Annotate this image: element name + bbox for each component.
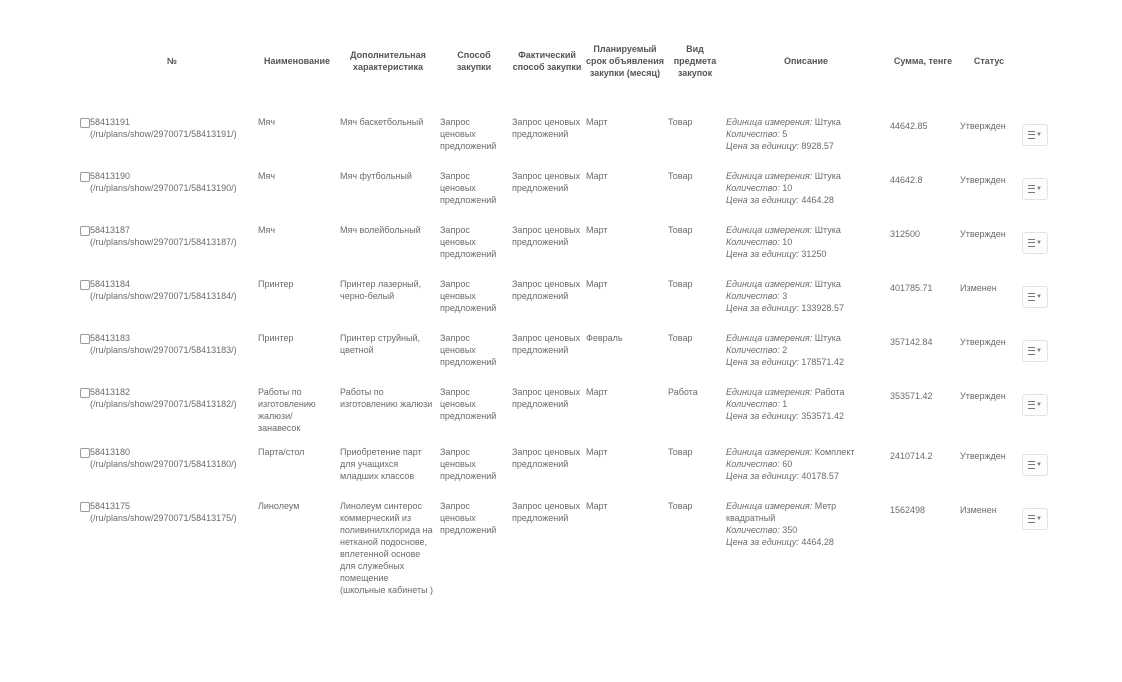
row-fact-method: Запрос ценовых предложений: [512, 279, 581, 301]
row-actions-cell: [1020, 378, 1060, 438]
row-term: Март: [586, 387, 608, 397]
row-term: Март: [586, 225, 608, 235]
row-number-cell: [88, 270, 256, 324]
desc-price: [726, 194, 886, 206]
caret-down-icon: ▼: [1036, 348, 1042, 354]
desc-price: [726, 248, 886, 260]
row-type: Товар: [668, 171, 693, 181]
caret-down-icon: ▼: [1036, 186, 1042, 192]
row-sum: 1562498: [890, 505, 926, 515]
desc-qty-label: Количество:: [726, 345, 780, 355]
row-id-link[interactable]: 58413175: [90, 501, 131, 511]
desc-price-label: Цена за единицу:: [726, 303, 799, 313]
row-actions-dropdown[interactable]: [1022, 124, 1048, 146]
desc-unit-label: Единица измерения:: [726, 279, 813, 289]
caret-down-icon: ▼: [1036, 462, 1042, 468]
row-type: Товар: [668, 501, 693, 511]
desc-unit-value: Комплект: [814, 447, 855, 457]
desc-unit-value: Штука: [814, 333, 841, 343]
desc-unit-value: Штука: [814, 171, 841, 181]
row-fact-method: Запрос ценовых предложений: [512, 333, 581, 355]
row-name: Линолеум: [258, 501, 300, 511]
desc-unit: [726, 278, 886, 290]
table-row: [70, 378, 1060, 438]
desc-price-value: 178571.42: [801, 357, 844, 367]
row-description: [724, 438, 888, 492]
desc-unit-label: Единица измерения:: [726, 447, 813, 457]
header-extra: Дополнительная характеристика: [350, 50, 426, 72]
desc-price: [726, 356, 886, 368]
desc-unit-label: Единица измерения:: [726, 387, 813, 397]
row-name: Принтер: [258, 333, 294, 343]
row-checkbox[interactable]: [80, 388, 90, 398]
desc-price-value: 133928.57: [801, 303, 844, 313]
row-name: Мяч: [258, 171, 276, 181]
row-url[interactable]: (/ru/plans/show/2970071/58413191/): [90, 129, 237, 139]
row-number-cell: [88, 324, 256, 378]
header-type: Вид предмета закупок: [673, 44, 717, 78]
row-description: [724, 270, 888, 324]
row-url[interactable]: (/ru/plans/show/2970071/58413183/): [90, 345, 237, 355]
row-method: Запрос ценовых предложений: [440, 333, 497, 367]
row-term: Март: [586, 501, 608, 511]
row-url[interactable]: (/ru/plans/show/2970071/58413190/): [90, 183, 237, 193]
desc-qty-value: 10: [782, 183, 793, 193]
row-actions-dropdown[interactable]: [1022, 178, 1048, 200]
desc-unit: [726, 116, 886, 128]
desc-unit: [726, 446, 886, 458]
desc-price-label: Цена за единицу:: [726, 357, 799, 367]
row-actions-cell: [1020, 216, 1060, 270]
desc-qty-value: 60: [782, 459, 793, 469]
header-fact-method: Фактический способ закупки: [512, 50, 582, 72]
desc-qty: [726, 182, 886, 194]
desc-unit: [726, 224, 886, 236]
row-type: Товар: [668, 117, 693, 127]
row-status: Утвержден: [960, 391, 1006, 401]
row-checkbox-cell: [70, 108, 88, 162]
procurement-plan-table: [70, 24, 1060, 652]
row-checkbox-cell: [70, 438, 88, 492]
header-description: Описание: [783, 56, 829, 66]
row-actions-cell: [1020, 492, 1060, 652]
row-actions-dropdown[interactable]: [1022, 454, 1048, 476]
desc-price-value: 40178.57: [801, 471, 839, 481]
row-extra: Приобретение парт для учащихся младших классов: [340, 447, 422, 481]
row-sum: 353571.42: [890, 391, 933, 401]
row-checkbox-cell: [70, 216, 88, 270]
row-description: [724, 216, 888, 270]
row-id-link[interactable]: 58413184: [90, 279, 131, 289]
table-row: [70, 492, 1060, 652]
row-method: Запрос ценовых предложений: [440, 387, 497, 421]
row-term: Март: [586, 447, 608, 457]
row-number-cell: [88, 438, 256, 492]
desc-price: [726, 302, 886, 314]
row-status: Изменен: [960, 283, 997, 293]
row-status: Утвержден: [960, 451, 1006, 461]
desc-qty: [726, 236, 886, 248]
row-description: [724, 162, 888, 216]
desc-qty: [726, 458, 886, 470]
row-extra: Принтер струйный, цветной: [340, 333, 421, 355]
row-extra: Мяч футбольный: [340, 171, 412, 181]
header-number: №: [166, 56, 178, 66]
row-status: Утвержден: [960, 121, 1006, 131]
row-checkbox-cell: [70, 270, 88, 324]
row-fact-method: Запрос ценовых предложений: [512, 387, 581, 409]
desc-unit: [726, 386, 886, 398]
row-id-link[interactable]: 58413183: [90, 333, 131, 343]
desc-price-label: Цена за единицу:: [726, 195, 799, 205]
desc-qty-value: 3: [782, 291, 788, 301]
desc-price: [726, 470, 886, 482]
desc-qty-value: 5: [782, 129, 788, 139]
desc-unit-label: Единица измерения:: [726, 117, 813, 127]
row-actions-dropdown[interactable]: [1022, 394, 1048, 416]
row-type: Товар: [668, 225, 693, 235]
row-sum: 312500: [890, 229, 921, 239]
row-term: Февраль: [586, 333, 623, 343]
row-checkbox-cell: [70, 378, 88, 438]
row-name: Мяч: [258, 117, 276, 127]
desc-qty-value: 10: [782, 237, 793, 247]
row-actions-cell: [1020, 438, 1060, 492]
desc-unit-value: Работа: [814, 387, 845, 397]
row-sum: 44642.85: [890, 121, 928, 131]
row-actions-dropdown[interactable]: [1022, 232, 1048, 254]
row-number-cell: [88, 162, 256, 216]
desc-price-label: Цена за единицу:: [726, 141, 799, 151]
row-name: Мяч: [258, 225, 276, 235]
row-term: Март: [586, 279, 608, 289]
table-row: [70, 216, 1060, 270]
row-id-link[interactable]: 58413182: [90, 387, 131, 397]
row-method: Запрос ценовых предложений: [440, 447, 497, 481]
menu-icon: [1028, 293, 1035, 301]
row-number-cell: [88, 108, 256, 162]
desc-unit-value: Метр квадратный: [726, 501, 837, 523]
row-description: [724, 378, 888, 438]
row-extra: Линолеум синтерос коммерческий из поливинилхлорида на нетканой подоснове, вплетенной основе для служебных помещение (школьные кабинеты ): [340, 501, 434, 595]
menu-icon: [1028, 185, 1035, 193]
desc-price: [726, 536, 886, 548]
row-type: Товар: [668, 279, 693, 289]
desc-price-label: Цена за единицу:: [726, 471, 799, 481]
desc-unit-label: Единица измерения:: [726, 501, 813, 511]
desc-qty: [726, 128, 886, 140]
row-sum: 401785.71: [890, 283, 933, 293]
desc-qty: [726, 398, 886, 410]
desc-price-value: 4464.28: [801, 537, 834, 547]
desc-qty-value: 350: [782, 525, 798, 535]
desc-qty: [726, 290, 886, 302]
caret-down-icon: ▼: [1036, 132, 1042, 138]
desc-qty: [726, 344, 886, 356]
row-status: Утвержден: [960, 229, 1006, 239]
row-name: Работы по изготовлению жалюзи/ занавесок: [258, 387, 316, 433]
row-extra: Принтер лазерный, черно-белый: [340, 279, 422, 301]
desc-unit-value: Штука: [814, 279, 841, 289]
header-checkbox-cell: [70, 24, 88, 108]
row-method: Запрос ценовых предложений: [440, 171, 497, 205]
row-fact-method: Запрос ценовых предложений: [512, 501, 581, 523]
row-checkbox[interactable]: [80, 334, 90, 344]
row-type: Работа: [668, 387, 698, 397]
row-id-link[interactable]: 58413191: [90, 117, 131, 127]
desc-unit: [726, 332, 886, 344]
desc-price-value: 353571.42: [801, 411, 844, 421]
row-number-cell: [88, 378, 256, 438]
desc-price: [726, 140, 886, 152]
row-checkbox[interactable]: [80, 118, 90, 128]
procurement-plan-page: [70, 24, 1120, 652]
desc-unit: [726, 170, 886, 182]
row-status: Утвержден: [960, 337, 1006, 347]
desc-qty-value: 1: [782, 399, 788, 409]
desc-qty-label: Количество:: [726, 525, 780, 535]
desc-qty-label: Количество:: [726, 237, 780, 247]
row-sum: 44642.8: [890, 175, 923, 185]
header-name: Наименование: [263, 56, 331, 66]
row-method: Запрос ценовых предложений: [440, 117, 497, 151]
row-description: [724, 492, 888, 652]
header-status: Статус: [973, 56, 1005, 66]
row-id-link[interactable]: 58413190: [90, 171, 131, 181]
row-checkbox[interactable]: [80, 280, 90, 290]
desc-price-value: 4464.28: [801, 195, 834, 205]
row-checkbox-cell: [70, 162, 88, 216]
desc-qty-label: Количество:: [726, 399, 780, 409]
desc-qty-value: 2: [782, 345, 788, 355]
row-number-cell: [88, 216, 256, 270]
desc-unit: [726, 500, 886, 524]
menu-icon: [1028, 347, 1035, 355]
row-actions-cell: [1020, 108, 1060, 162]
row-url[interactable]: (/ru/plans/show/2970071/58413187/): [90, 237, 237, 247]
caret-down-icon: ▼: [1036, 516, 1042, 522]
row-method: Запрос ценовых предложений: [440, 279, 497, 313]
table-row: [70, 438, 1060, 492]
row-term: Март: [586, 117, 608, 127]
row-url[interactable]: (/ru/plans/show/2970071/58413180/): [90, 459, 237, 469]
desc-unit-label: Единица измерения:: [726, 225, 813, 235]
header-term: Планируемый срок объявления закупки (месяц): [586, 44, 664, 78]
desc-qty-label: Количество:: [726, 183, 780, 193]
desc-qty-label: Количество:: [726, 459, 780, 469]
caret-down-icon: ▼: [1036, 402, 1042, 408]
row-actions-dropdown[interactable]: [1022, 286, 1048, 308]
desc-unit-value: Штука: [814, 117, 841, 127]
row-checkbox[interactable]: [80, 172, 90, 182]
caret-down-icon: ▼: [1036, 240, 1042, 246]
menu-icon: [1028, 461, 1035, 469]
menu-icon: [1028, 515, 1035, 523]
row-status: Изменен: [960, 505, 997, 515]
table-row: [70, 270, 1060, 324]
row-term: Март: [586, 171, 608, 181]
row-type: Товар: [668, 447, 693, 457]
desc-unit-value: Штука: [814, 225, 841, 235]
row-id-link[interactable]: 58413180: [90, 447, 131, 457]
desc-qty-label: Количество:: [726, 291, 780, 301]
row-actions-cell: [1020, 270, 1060, 324]
row-url[interactable]: (/ru/plans/show/2970071/58413182/): [90, 399, 237, 409]
table-row: [70, 108, 1060, 162]
row-id-link[interactable]: 58413187: [90, 225, 131, 235]
desc-price-value: 8928.57: [801, 141, 834, 151]
row-description: [724, 324, 888, 378]
row-sum: 357142.84: [890, 337, 933, 347]
row-fact-method: Запрос ценовых предложений: [512, 447, 581, 469]
row-checkbox[interactable]: [80, 502, 90, 512]
desc-qty-label: Количество:: [726, 129, 780, 139]
desc-price: [726, 410, 886, 422]
menu-icon: [1028, 401, 1035, 409]
row-description: [724, 108, 888, 162]
header-method: Способ закупки: [456, 50, 492, 72]
desc-price-label: Цена за единицу:: [726, 249, 799, 259]
row-checkbox-cell: [70, 492, 88, 652]
row-actions-cell: [1020, 162, 1060, 216]
header-sum: Сумма, тенге: [893, 56, 953, 66]
table-header-row: [70, 24, 1060, 108]
row-name: Принтер: [258, 279, 294, 289]
desc-price-label: Цена за единицу:: [726, 411, 799, 421]
row-fact-method: Запрос ценовых предложений: [512, 117, 581, 139]
desc-price-label: Цена за единицу:: [726, 537, 799, 547]
table-row: [70, 324, 1060, 378]
row-fact-method: Запрос ценовых предложений: [512, 171, 581, 193]
row-url[interactable]: (/ru/plans/show/2970071/58413175/): [90, 513, 237, 523]
menu-icon: [1028, 239, 1035, 247]
row-actions-dropdown[interactable]: [1022, 340, 1048, 362]
row-actions-cell: [1020, 324, 1060, 378]
row-extra: Мяч баскетбольный: [340, 117, 424, 127]
row-sum: 2410714.2: [890, 451, 933, 461]
row-checkbox[interactable]: [80, 448, 90, 458]
desc-price-value: 31250: [801, 249, 827, 259]
caret-down-icon: ▼: [1036, 294, 1042, 300]
row-method: Запрос ценовых предложений: [440, 501, 497, 535]
header-actions-cell: [1020, 24, 1060, 108]
desc-unit-label: Единица измерения:: [726, 171, 813, 181]
row-actions-dropdown[interactable]: [1022, 508, 1048, 530]
row-checkbox[interactable]: [80, 226, 90, 236]
row-checkbox-cell: [70, 324, 88, 378]
row-fact-method: Запрос ценовых предложений: [512, 225, 581, 247]
desc-qty: [726, 524, 886, 536]
row-method: Запрос ценовых предложений: [440, 225, 497, 259]
row-type: Товар: [668, 333, 693, 343]
row-name: Парта/стол: [258, 447, 305, 457]
row-extra: Мяч волейбольный: [340, 225, 421, 235]
row-number-cell: [88, 492, 256, 652]
menu-icon: [1028, 131, 1035, 139]
table-row: [70, 162, 1060, 216]
row-url[interactable]: (/ru/plans/show/2970071/58413184/): [90, 291, 237, 301]
desc-unit-label: Единица измерения:: [726, 333, 813, 343]
row-status: Утвержден: [960, 175, 1006, 185]
row-extra: Работы по изготовлению жалюзи: [340, 387, 433, 409]
